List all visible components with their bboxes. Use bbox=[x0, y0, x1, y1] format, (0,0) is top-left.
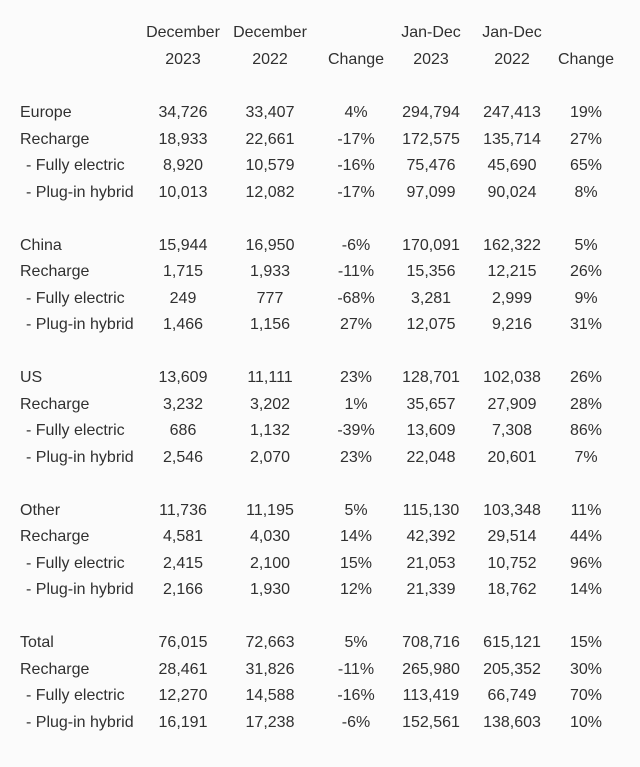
cell-december-2023: 1,466 bbox=[162, 316, 204, 333]
cell-december-2022: 72,663 bbox=[245, 634, 295, 651]
row-label: - Fully electric bbox=[26, 422, 125, 439]
cell-change-year: 14% bbox=[569, 581, 603, 598]
row-label: - Plug-in hybrid bbox=[26, 713, 134, 731]
cell-december-2022: 16,950 bbox=[245, 236, 295, 254]
row-label: - Fully electric bbox=[26, 687, 125, 704]
cell-jandec-2022: 103,348 bbox=[483, 501, 541, 519]
table-row-recharge bbox=[0, 657, 640, 684]
cell-change-month: -16% bbox=[337, 157, 375, 174]
cell-change-year: 7% bbox=[574, 448, 598, 466]
cell-jandec-2023: 13,609 bbox=[406, 422, 456, 439]
table-row-plug-in-hybrid bbox=[0, 312, 640, 339]
cell-december-2023: 76,015 bbox=[158, 634, 208, 651]
cell-december-2022: 1,930 bbox=[249, 581, 291, 598]
cell-jandec-2022: 10,752 bbox=[487, 554, 537, 572]
cell-jandec-2023: 128,701 bbox=[402, 369, 460, 386]
cell-december-2023: 249 bbox=[169, 289, 197, 307]
row-label: - Fully electric bbox=[26, 289, 125, 307]
cell-december-2022: 33,407 bbox=[245, 104, 295, 121]
column-header-line1 bbox=[319, 20, 393, 47]
table-row-recharge bbox=[0, 259, 640, 286]
cell-december-2022: 11,111 bbox=[247, 369, 293, 386]
cell-jandec-2022: 2,999 bbox=[491, 289, 533, 307]
cell-change-month: 23% bbox=[339, 369, 373, 386]
row-label: Total bbox=[20, 634, 54, 651]
cell-change-month: -6% bbox=[341, 236, 371, 254]
table-row-china bbox=[0, 233, 640, 260]
cell-december-2023: 4,581 bbox=[162, 528, 204, 545]
cell-jandec-2022: 102,038 bbox=[483, 369, 541, 386]
column-header-december-2023 bbox=[145, 20, 221, 73]
cell-jandec-2022: 27,909 bbox=[487, 395, 537, 413]
cell-jandec-2022: 20,601 bbox=[487, 448, 537, 466]
cell-december-2022: 31,826 bbox=[245, 660, 295, 678]
column-header-line2: Change bbox=[327, 50, 385, 68]
cell-jandec-2023: 21,053 bbox=[406, 554, 456, 572]
cell-change-month: 15% bbox=[339, 554, 373, 572]
cell-change-year: 15% bbox=[569, 634, 603, 651]
cell-december-2022: 777 bbox=[256, 289, 284, 307]
row-label: - Plug-in hybrid bbox=[26, 316, 134, 333]
cell-change-year: 9% bbox=[574, 289, 598, 307]
row-label: Recharge bbox=[20, 660, 90, 678]
section-europe bbox=[0, 100, 640, 206]
row-label: Other bbox=[20, 501, 61, 519]
cell-december-2022: 4,030 bbox=[249, 528, 291, 545]
column-header-line1 bbox=[555, 20, 617, 47]
cell-change-month: 4% bbox=[344, 104, 368, 121]
cell-december-2022: 17,238 bbox=[245, 713, 295, 731]
table-row-plug-in-hybrid bbox=[0, 180, 640, 207]
column-header-line1: December bbox=[146, 24, 220, 41]
column-header-change-month bbox=[319, 20, 393, 73]
row-label: Recharge bbox=[20, 263, 90, 280]
cell-change-year: 19% bbox=[569, 104, 603, 121]
section-total bbox=[0, 630, 640, 736]
cell-december-2022: 11,195 bbox=[246, 501, 294, 519]
cell-jandec-2022: 247,413 bbox=[483, 104, 541, 121]
cell-jandec-2022: 45,690 bbox=[487, 157, 537, 174]
cell-december-2023: 10,013 bbox=[158, 183, 208, 201]
cell-jandec-2023: 22,048 bbox=[406, 448, 456, 466]
cell-december-2022: 1,132 bbox=[249, 422, 291, 439]
cell-jandec-2023: 294,794 bbox=[402, 104, 460, 121]
cell-change-month: -11% bbox=[337, 660, 375, 678]
cell-change-month: -6% bbox=[341, 713, 371, 731]
column-header-line2: 2022 bbox=[494, 50, 530, 68]
cell-december-2022: 2,100 bbox=[249, 554, 291, 572]
cell-change-year: 65% bbox=[569, 157, 603, 174]
column-header-line1: Jan-Dec bbox=[401, 24, 461, 41]
cell-change-month: 12% bbox=[339, 581, 373, 598]
cell-jandec-2023: 172,575 bbox=[402, 130, 460, 148]
table-row-recharge bbox=[0, 524, 640, 551]
cell-jandec-2023: 75,476 bbox=[406, 157, 456, 174]
table-row-fully-electric bbox=[0, 286, 640, 313]
column-header-jandec-2022 bbox=[469, 20, 555, 73]
cell-december-2022: 12,082 bbox=[245, 183, 295, 201]
column-header-line2: 2023 bbox=[413, 50, 449, 68]
table-row-plug-in-hybrid bbox=[0, 577, 640, 604]
cell-jandec-2023: 12,075 bbox=[406, 316, 456, 333]
cell-change-month: -17% bbox=[337, 130, 375, 148]
table-row-fully-electric bbox=[0, 418, 640, 445]
cell-change-year: 26% bbox=[569, 369, 603, 386]
cell-jandec-2022: 12,215 bbox=[487, 263, 537, 280]
cell-december-2022: 2,070 bbox=[249, 448, 291, 466]
cell-change-month: 5% bbox=[344, 501, 368, 519]
cell-jandec-2023: 708,716 bbox=[402, 634, 460, 651]
cell-december-2023: 18,933 bbox=[158, 130, 208, 148]
cell-jandec-2023: 113,419 bbox=[402, 687, 460, 704]
cell-change-month: 14% bbox=[339, 528, 373, 545]
cell-change-year: 10% bbox=[569, 713, 603, 731]
cell-jandec-2022: 18,762 bbox=[487, 581, 537, 598]
cell-change-month: 5% bbox=[344, 634, 368, 651]
cell-change-year: 27% bbox=[569, 130, 603, 148]
cell-jandec-2022: 162,322 bbox=[483, 236, 541, 254]
cell-change-year: 30% bbox=[569, 660, 603, 678]
cell-change-month: -68% bbox=[337, 289, 375, 307]
cell-december-2023: 11,736 bbox=[159, 501, 207, 519]
cell-jandec-2022: 7,308 bbox=[491, 422, 533, 439]
row-label: - Plug-in hybrid bbox=[26, 448, 134, 466]
table-row-fully-electric bbox=[0, 153, 640, 180]
cell-change-year: 26% bbox=[569, 263, 603, 280]
cell-change-year: 86% bbox=[569, 422, 603, 439]
table-row-plug-in-hybrid bbox=[0, 445, 640, 472]
cell-december-2023: 16,191 bbox=[158, 713, 208, 731]
column-header-line2: Change bbox=[557, 50, 615, 68]
cell-december-2022: 1,933 bbox=[249, 263, 291, 280]
row-label: Europe bbox=[20, 104, 72, 121]
table-row-total bbox=[0, 630, 640, 657]
cell-december-2022: 14,588 bbox=[245, 687, 295, 704]
cell-change-month: -17% bbox=[337, 183, 375, 201]
table-row-recharge bbox=[0, 392, 640, 419]
cell-change-year: 28% bbox=[569, 395, 603, 413]
table-row-recharge bbox=[0, 127, 640, 154]
header-spacer bbox=[0, 20, 145, 73]
section-us bbox=[0, 365, 640, 471]
row-label: Recharge bbox=[20, 528, 90, 545]
cell-december-2022: 22,661 bbox=[245, 130, 295, 148]
table-row-europe bbox=[0, 100, 640, 127]
cell-december-2023: 8,920 bbox=[162, 157, 204, 174]
cell-jandec-2023: 21,339 bbox=[406, 581, 456, 598]
row-label: - Plug-in hybrid bbox=[26, 581, 134, 598]
table-body bbox=[0, 100, 640, 736]
cell-jandec-2022: 9,216 bbox=[491, 316, 533, 333]
cell-change-month: 1% bbox=[344, 395, 368, 413]
section-other bbox=[0, 498, 640, 604]
row-label: - Plug-in hybrid bbox=[26, 183, 134, 201]
table-header bbox=[0, 20, 640, 73]
column-header-line1: December bbox=[233, 24, 307, 41]
column-header-december-2022 bbox=[221, 20, 319, 73]
table-row-other bbox=[0, 498, 640, 525]
cell-december-2022: 1,156 bbox=[249, 316, 291, 333]
cell-december-2023: 1,715 bbox=[162, 263, 204, 280]
table-row-fully-electric bbox=[0, 551, 640, 578]
cell-december-2023: 2,415 bbox=[162, 554, 204, 572]
row-label: Recharge bbox=[20, 395, 90, 413]
table-row-us bbox=[0, 365, 640, 392]
cell-jandec-2022: 205,352 bbox=[483, 660, 541, 678]
cell-december-2023: 686 bbox=[169, 422, 197, 439]
cell-december-2023: 34,726 bbox=[158, 104, 208, 121]
cell-jandec-2023: 265,980 bbox=[402, 660, 460, 678]
cell-jandec-2022: 90,024 bbox=[487, 183, 537, 201]
table-row-plug-in-hybrid bbox=[0, 710, 640, 737]
cell-jandec-2022: 66,749 bbox=[487, 687, 537, 704]
cell-december-2023: 2,166 bbox=[162, 581, 204, 598]
column-header-jandec-2023 bbox=[393, 20, 469, 73]
section-china bbox=[0, 233, 640, 339]
cell-change-year: 5% bbox=[574, 236, 598, 254]
cell-jandec-2022: 138,603 bbox=[483, 713, 541, 731]
cell-december-2023: 28,461 bbox=[158, 660, 208, 678]
cell-change-month: -39% bbox=[337, 422, 375, 439]
cell-jandec-2023: 115,130 bbox=[402, 501, 460, 519]
cell-change-year: 31% bbox=[569, 316, 603, 333]
column-header-line2: 2022 bbox=[252, 50, 288, 68]
cell-december-2022: 10,579 bbox=[245, 157, 295, 174]
row-label: US bbox=[20, 369, 43, 386]
cell-change-month: -16% bbox=[337, 687, 375, 704]
cell-december-2023: 3,232 bbox=[162, 395, 204, 413]
cell-jandec-2023: 35,657 bbox=[406, 395, 456, 413]
cell-change-year: 70% bbox=[569, 687, 603, 704]
cell-change-month: -11% bbox=[337, 263, 375, 280]
cell-december-2022: 3,202 bbox=[249, 395, 291, 413]
row-label: China bbox=[20, 236, 62, 254]
cell-jandec-2022: 29,514 bbox=[487, 528, 537, 545]
row-label: Recharge bbox=[20, 130, 90, 148]
cell-change-year: 11% bbox=[570, 501, 602, 519]
column-header-change-year bbox=[555, 20, 617, 73]
cell-change-month: 27% bbox=[339, 316, 373, 333]
column-header-line2: 2023 bbox=[165, 50, 201, 68]
cell-jandec-2023: 42,392 bbox=[406, 528, 456, 545]
cell-change-year: 96% bbox=[569, 554, 603, 572]
cell-december-2023: 15,944 bbox=[158, 236, 208, 254]
row-label: - Fully electric bbox=[26, 554, 125, 572]
table-row-fully-electric bbox=[0, 683, 640, 710]
cell-jandec-2023: 170,091 bbox=[402, 236, 460, 254]
cell-jandec-2023: 3,281 bbox=[410, 289, 452, 307]
cell-jandec-2022: 135,714 bbox=[483, 130, 541, 148]
cell-jandec-2023: 15,356 bbox=[406, 263, 456, 280]
cell-jandec-2023: 152,561 bbox=[402, 713, 460, 731]
cell-change-year: 44% bbox=[569, 528, 603, 545]
cell-december-2023: 13,609 bbox=[158, 369, 208, 386]
cell-jandec-2022: 615,121 bbox=[483, 634, 541, 651]
cell-december-2023: 12,270 bbox=[158, 687, 208, 704]
row-label: - Fully electric bbox=[26, 157, 125, 174]
cell-december-2023: 2,546 bbox=[162, 448, 204, 466]
cell-change-month: 23% bbox=[339, 448, 373, 466]
column-header-line1: Jan-Dec bbox=[482, 24, 542, 41]
cell-jandec-2023: 97,099 bbox=[406, 183, 456, 201]
cell-change-year: 8% bbox=[574, 183, 598, 201]
